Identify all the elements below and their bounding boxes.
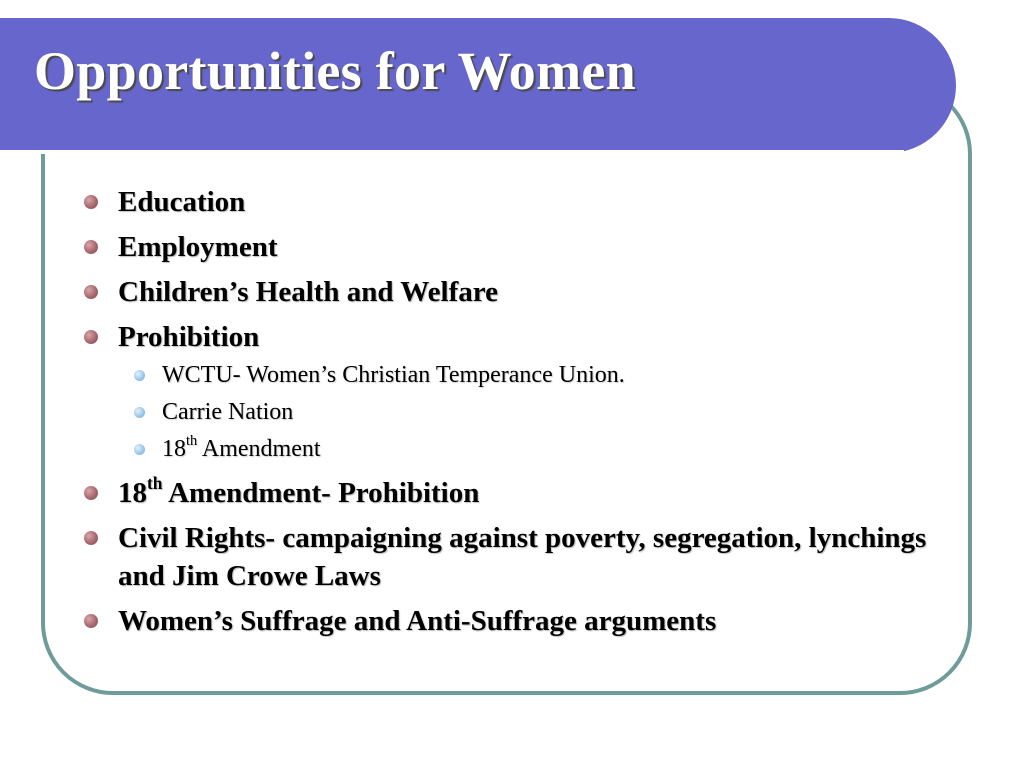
sub-bullet-dot-icon [134,370,145,381]
sub-bullet-item [80,434,960,464]
bullet-item [80,602,960,640]
title-underline [0,150,904,154]
bullet-text: Employment [118,231,278,263]
sub-bullet-item [80,360,960,390]
sub-bullet-text-rest: Amendment [197,436,321,462]
bullet-dot-icon [84,531,98,545]
bullet-item [80,228,960,266]
bullet-text-number: 18 [118,477,147,509]
bullet-dot-icon [84,330,98,344]
slide-title: Opportunities for Women [34,41,636,101]
bullet-text: Women’s Suffrage and Anti-Suffrage arguments [118,605,717,637]
bullet-list [80,183,960,647]
bullet-item [80,519,960,595]
bullet-text: Prohibition [118,321,260,353]
sub-bullet-dot-icon [134,407,145,418]
sub-bullet-ordinal-suffix: th [186,432,198,449]
sub-bullet-text-number: 18 [162,436,186,462]
sub-bullet-dot-icon [134,444,145,455]
bullet-text-rest: Amendment- Prohibition [162,477,480,509]
bullet-text: Civil Rights- campaigning against poverty, segregation, lynchings and Jim Crowe Laws [118,522,927,592]
bullet-dot-icon [84,285,98,299]
bullet-text: Children’s Health and Welfare [118,276,498,308]
bullet-dot-icon [84,240,98,254]
bullet-item [80,474,960,512]
bullet-item [80,318,960,356]
bullet-item [80,273,960,311]
sub-bullet-text: WCTU- Women’s Christian Temperance Union. [162,362,625,388]
bullet-dot-icon [84,195,98,209]
bullet-item [80,183,960,221]
bullet-text: Education [118,186,246,218]
sub-bullet-text: Carrie Nation [162,399,294,425]
bullet-dot-icon [84,486,98,500]
bullet-ordinal-suffix: th [147,472,163,493]
sub-bullet-item [80,397,960,427]
bullet-dot-icon [84,614,98,628]
